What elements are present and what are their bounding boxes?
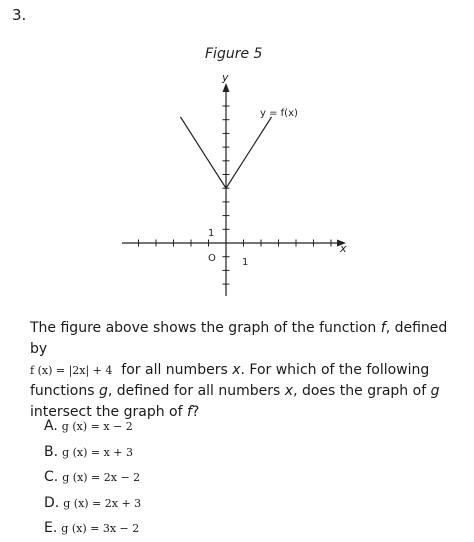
choice-d[interactable]: D. g (x) = 2x + 3 (44, 494, 142, 511)
answer-choices (44, 414, 141, 542)
question-number: 3. (12, 6, 27, 24)
stem-line-3: functions g, defined for all numbers x, does the graph of g (30, 383, 440, 399)
x-tick-label-1: 1 (242, 257, 249, 268)
question-stem (30, 318, 450, 423)
figure-title: Figure 5 (205, 46, 263, 62)
function-definition: f (x) = |2x| + 4 (30, 364, 113, 377)
choice-c[interactable]: C. g (x) = 2x − 2 (44, 469, 141, 485)
y-axis-label: y (222, 71, 229, 84)
origin-label: O (208, 253, 216, 264)
x-axis-label: x (340, 242, 347, 255)
function-graph (110, 66, 360, 302)
curve-label: y = f(x) (260, 108, 298, 119)
choice-a[interactable]: A. g (x) = x − 2 (44, 418, 133, 434)
choice-e[interactable]: E. g (x) = 3x − 2 (44, 520, 140, 536)
y-tick-label-1: 1 (208, 228, 215, 239)
y-axis-arrow (223, 83, 230, 92)
choice-b[interactable]: B. g (x) = x + 3 (44, 443, 134, 460)
stem-line-4: intersect the graph of f? (30, 404, 200, 420)
stem-line-1: The figure above shows the graph of the function f, defined by (30, 320, 448, 357)
stem-line-2: f (x) = |2x| + 4 for all numbers x. For which of the following (30, 362, 430, 378)
